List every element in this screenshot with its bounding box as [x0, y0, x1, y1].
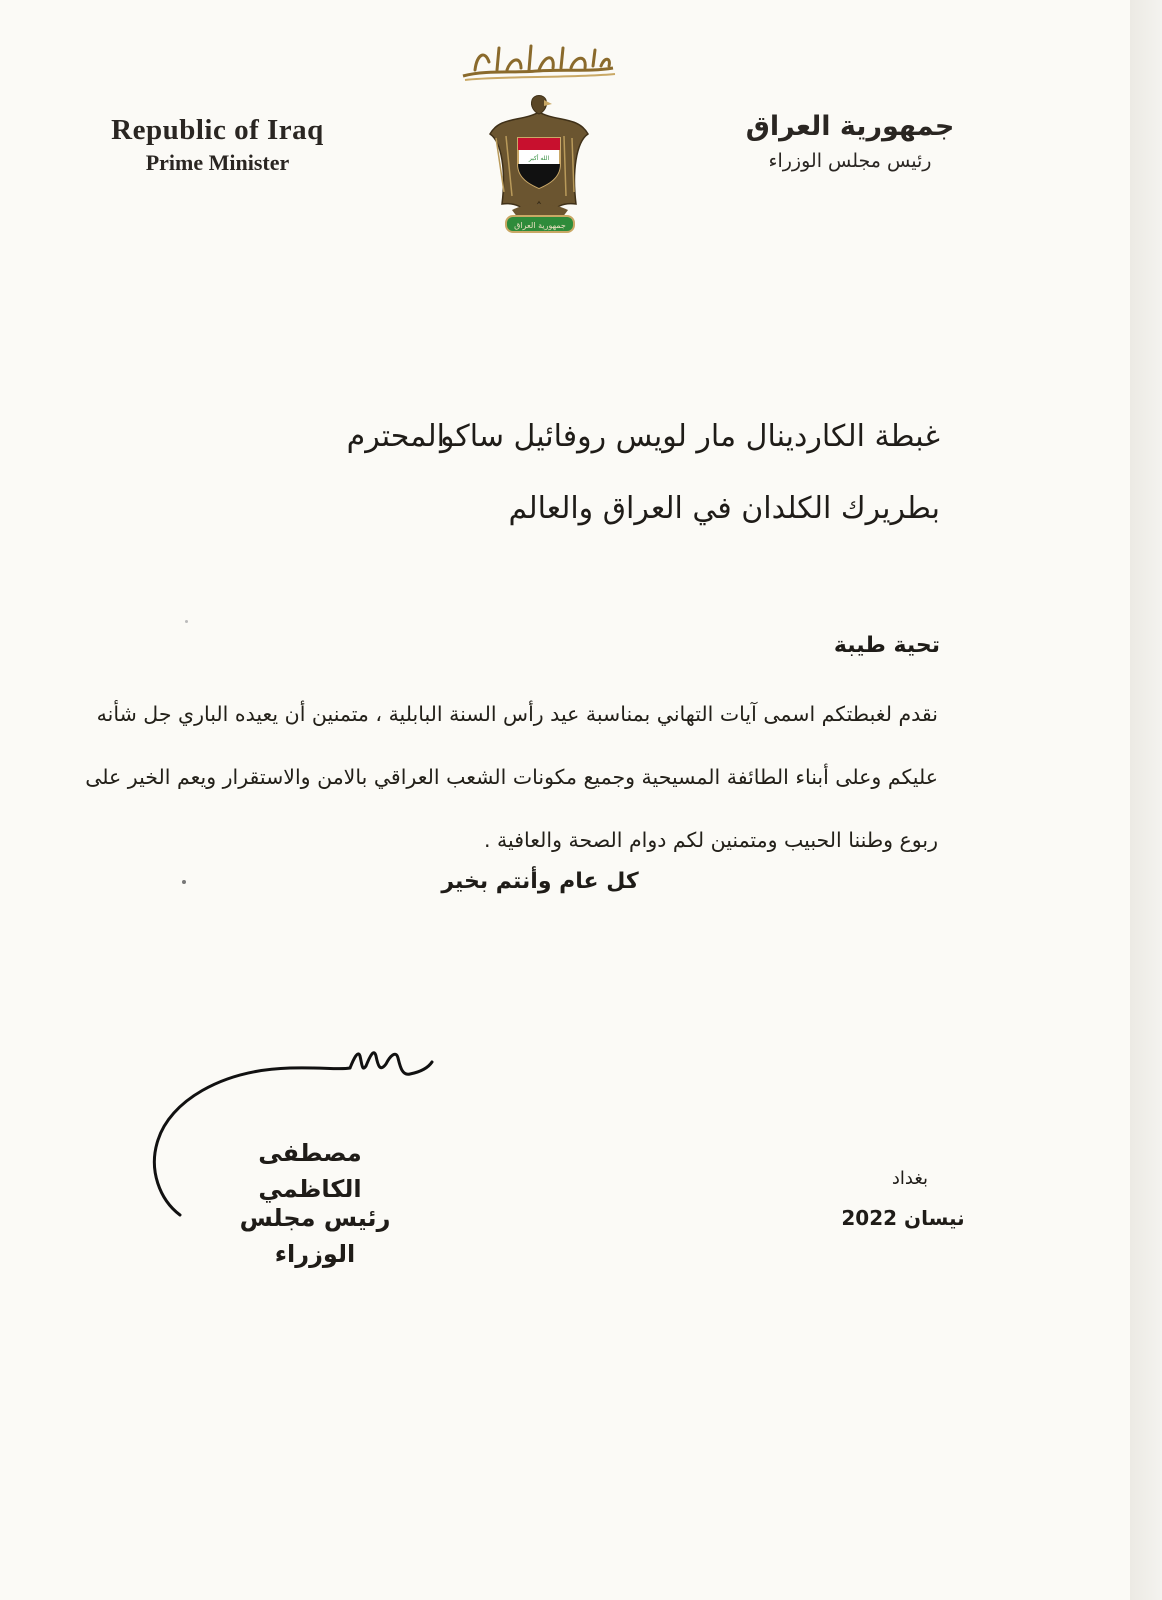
english-office: Prime Minister — [145, 150, 290, 175]
arabic-office: رئيس مجلس الوزراء — [768, 150, 932, 172]
signatory-name: مصطفى الكاظمي — [258, 1139, 362, 1203]
paper-speck — [185, 620, 188, 623]
arabic-country: جمهورية العراق — [745, 111, 955, 142]
greeting: تحية طيبة — [833, 633, 940, 658]
addressee-honorific: المحترم — [346, 419, 445, 454]
addressee-position: بطريرك الكلدان في العراق والعالم — [508, 491, 940, 526]
scan-edge — [1130, 0, 1162, 1600]
paper-speck — [182, 880, 186, 884]
emblem-banner-text: جمهورية العراق — [514, 221, 566, 230]
letter-date: نيسان 2022 — [841, 1206, 965, 1230]
addressee-line: غبطة الكاردينال مار لويس روفائيل ساكو — [439, 419, 940, 454]
arabic-letterhead — [700, 108, 1000, 176]
iraq-eagle-emblem — [482, 92, 597, 240]
basmala-calligraphy — [455, 40, 620, 84]
closing-wishes: كل عام وأنتم بخير — [441, 869, 639, 894]
letter-place: بغداد — [891, 1168, 929, 1189]
english-country: Republic of Iraq — [111, 114, 324, 146]
letter-body: نقدم لغبطتكم اسمى آيات التهاني بمناسبة عيد رأس السنة البابلية ، متمنين أن يعيده الباري جل شأنه عليكم وعلى أبناء الطائفة المسيحية وجميع مكونات الشعب العراقي بالامن والاستقرار ويعم الخير على ربوع وطننا الحبيب ومتمنين لكم دوام الصحة والعافية . — [85, 702, 938, 852]
signatory-title: رئيس مجلس الوزراء — [239, 1204, 391, 1268]
emblem-flag-text: الله أكبر — [528, 155, 550, 162]
english-letterhead — [80, 112, 355, 178]
